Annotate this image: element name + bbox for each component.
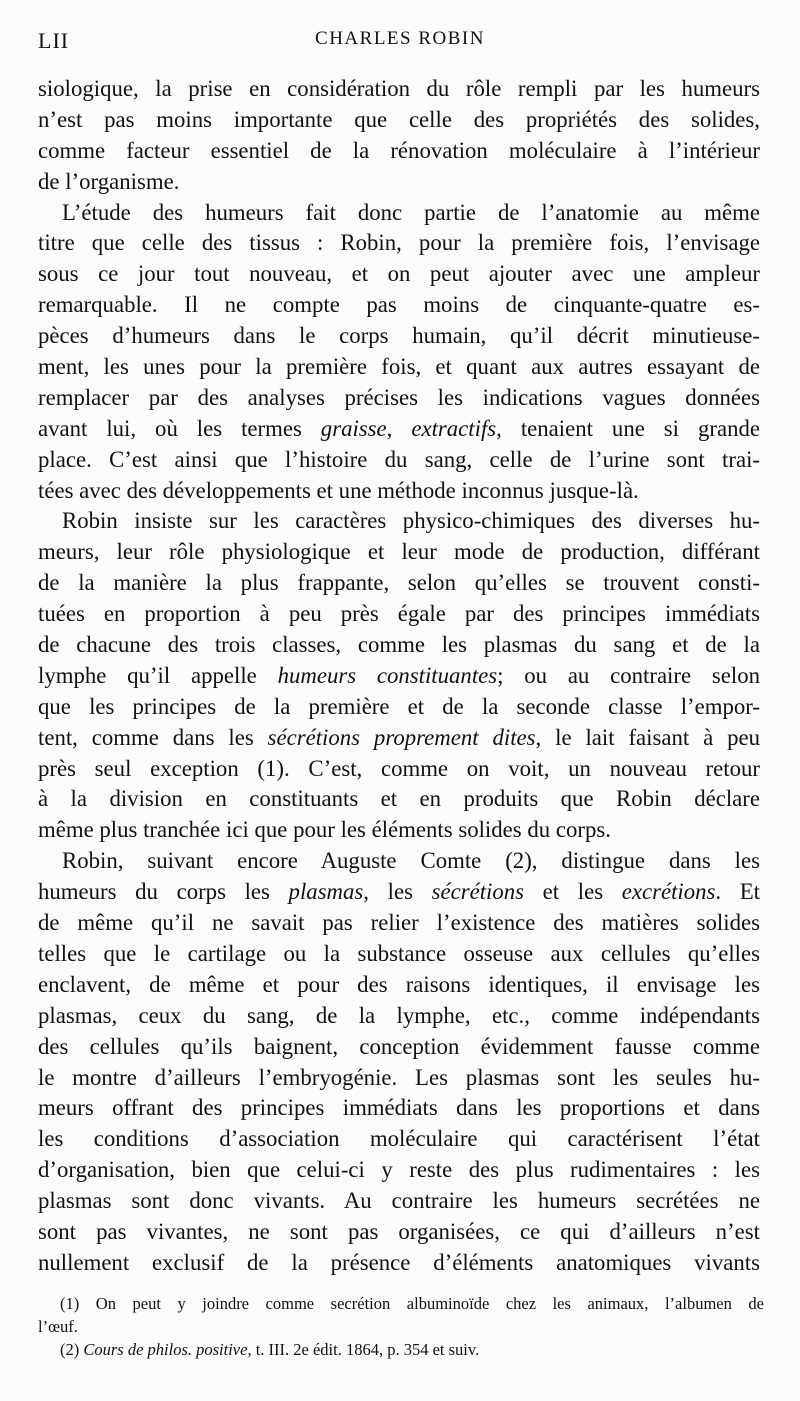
text-line: humeurs du corps les plasmas, les sécrétions et les excrétions. Et [38, 879, 760, 905]
text-line: à la division en constituants et en produits que Robin déclare [38, 786, 760, 812]
text-line: que les principes de la première et de la seconde classe l’empor- [38, 693, 760, 719]
text-line: de même qu’il ne savait pas relier l’existence des matières solides [38, 910, 760, 936]
running-head: CHARLES ROBIN [315, 28, 485, 49]
footnote-1: (1) On peut y joindre comme secrétion albuminoïde chez les animaux, l’albumen de [60, 1294, 764, 1313]
text-line: Robin insiste sur les caractères physico-chimiques des diverses hu- [62, 508, 760, 534]
text-line: meurs, leur rôle physiologique et leur mode de production, différant [38, 539, 760, 565]
text-line: Robin, suivant encore Auguste Comte (2), distingue dans les [62, 848, 760, 874]
text-line: des cellules qu’ils baignent, conception évidemment fausse comme [38, 1033, 760, 1059]
text-line: nullement exclusif de la présence d’éléments anatomiques vivants [38, 1249, 760, 1275]
body-text [38, 74, 760, 1279]
text-line: de la manière la plus frappante, selon qu’elles se trouvent consti- [38, 570, 760, 596]
text-line: plasmas, ceux du sang, de la lymphe, etc., comme indépendants [38, 1002, 760, 1028]
text-line: d’organisation, bien que celui-ci y reste des plus rudimentaires : les [38, 1157, 760, 1183]
text-line: lymphe qu’il appelle humeurs constituantes; ou au contraire selon [38, 662, 760, 688]
text-line: sont pas vivantes, ne sont pas organisées, ce qui d’ailleurs n’est [38, 1218, 760, 1244]
page-header [34, 28, 766, 68]
text-line: près seul exception (1). C’est, comme on voit, un nouveau retour [38, 755, 760, 781]
text-line: n’est pas moins importante que celle des propriétés des solides, [38, 106, 760, 132]
text-line: avant lui, où les termes graisse, extractifs, tenaient une si grande [38, 415, 760, 441]
text-line: les conditions d’association moléculaire qui caractérisent l’état [38, 1126, 760, 1152]
footnote-1-continued: l’œuf. [38, 1317, 78, 1336]
text-line: tuées en proportion à peu près égale par des principes immédiats [38, 601, 760, 627]
footnotes [38, 1292, 764, 1361]
text-line: de l’organisme. [38, 168, 180, 194]
text-line: le montre d’ailleurs l’embryogénie. Les plasmas sont les seules hu- [38, 1064, 760, 1090]
text-line: siologique, la prise en considération du rôle rempli par les humeurs [38, 76, 760, 101]
text-line: pèces d’humeurs dans le corps humain, qu’il décrit minutieuse- [38, 323, 760, 349]
text-line: de chacune des trois classes, comme les plasmas du sang et de la [38, 632, 760, 658]
text-line: remplacer par des analyses précises les indications vagues données [38, 384, 760, 410]
text-line: titre que celle des tissus : Robin, pour la première fois, l’envisage [38, 230, 760, 256]
text-line: plasmas sont donc vivants. Au contraire les humeurs secrétées ne [38, 1188, 760, 1214]
text-line: L’étude des humeurs fait donc partie de l’anatomie au même [62, 199, 760, 225]
text-line: remarquable. Il ne compte pas moins de cinquante-quatre es- [38, 292, 760, 318]
footnote-2: (2) Cours de philos. positive, t. III. 2e édit. 1864, p. 354 et suiv. [60, 1340, 480, 1359]
page-number: LII [38, 28, 70, 53]
text-line: comme facteur essentiel de la rénovation moléculaire à l’intérieur [38, 137, 760, 163]
text-line: ment, les unes pour la première fois, et quant aux autres essayant de [38, 354, 760, 380]
text-line: même plus tranchée ici que pour les éléments solides du corps. [38, 817, 611, 843]
text-line: meurs offrant des principes immédiats dans les proportions et dans [38, 1095, 760, 1121]
text-line: sous ce jour tout nouveau, et on peut ajouter avec une ampleur [38, 261, 760, 287]
text-line: place. C’est ainsi que l’histoire du sang, celle de l’urine sont trai- [38, 446, 760, 472]
text-line: tées avec des développements et une méthode inconnus jusque-là. [38, 477, 639, 503]
text-line: tent, comme dans les sécrétions proprement dites, le lait faisant à peu [38, 724, 761, 750]
text-line: enclavent, de même et pour des raisons identiques, il envisage les [38, 971, 760, 997]
text-line: telles que le cartilage ou la substance osseuse aux cellules qu’elles [38, 940, 760, 966]
